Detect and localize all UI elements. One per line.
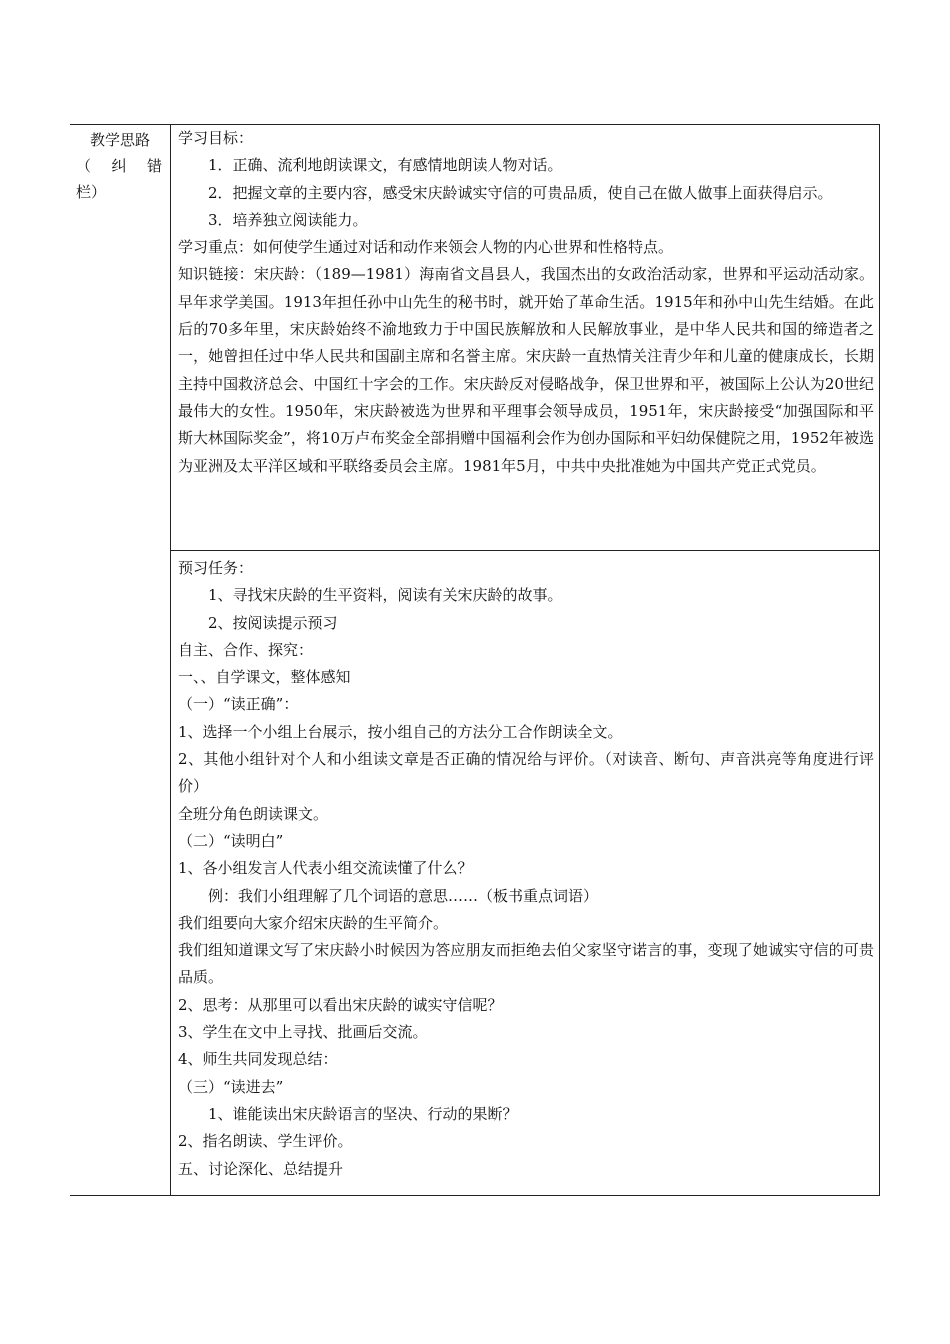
preview-1: 1、寻找宋庆龄的生平资料，阅读有关宋庆龄的故事。 <box>208 586 563 605</box>
sub-2-item-5: 3、学生在文中上寻找、批画后交流。 <box>178 1023 428 1042</box>
sub-3-item-2: 2、指名朗读、学生评价。 <box>178 1132 353 1151</box>
sub-1-heading: （一）“读正确”： <box>178 695 299 714</box>
sub-1-item-2: 2、其他小组针对个人和小组读文章是否正确的情况给与评价。（对读音、断句、声音洪亮等角度进行评价） <box>178 750 874 796</box>
row-header-line1: 教学思路 <box>90 131 151 149</box>
sub-2-item-1: 1、各小组发言人代表小组交流读懂了什么？ <box>178 859 473 878</box>
explore-heading: 自主、合作、探究： <box>178 640 314 659</box>
preview-title: 预习任务： <box>178 559 254 577</box>
objectives-cell <box>178 125 874 480</box>
process-cell <box>178 555 874 1183</box>
sub-1-item-3: 全班分角色朗读课文。 <box>178 804 329 823</box>
row-header-line2: （ 纠 错 <box>76 157 162 175</box>
knowledge-text: 知识链接：宋庆龄：（189—1981）海南省文昌县人，我国杰出的女政治活动家，世界和平运动活动家。早年求学美国。1913年担任孙中山先生的秘书时，就开始了革命生活。1915年和孙中山先生结婚。在此后的70多年里，宋庆龄始终不渝地致力于中国民族解放和人民解放事业，是中华人民共和国的缔造者之一，她曾担任过中华人民共和国副主席和名誉主席。宋庆龄一直热情关注青少年和儿童的健康成长，长期主持中国救济总会、中国红十字会的工作。宋庆龄反对侵略战争，保卫世界和平，被国际上公认为20世纪最伟大的女性。1950年，宋庆龄被选为世界和平理事会领导成员，1951年，宋庆龄接受“加强国际和平斯大林国际奖金”，将10万卢布奖金全部捐赠中国福利会作为创办国际和平妇幼保健院之用，1952年被选为亚洲及太平洋区域和平联络委员会主席。1981年5月，中共中央批准她为中国共产党正式党员。 <box>178 265 874 475</box>
row-header <box>76 127 166 205</box>
preview-2: 2、按阅读提示预习 <box>208 613 338 632</box>
sub-3-heading: （三）“读进去” <box>178 1077 284 1096</box>
row-header-line3: 栏） <box>76 183 107 201</box>
sub-2-example: 例：我们小组理解了几个词语的意思……（板书重点词语） <box>208 886 599 905</box>
sub-2-heading: （二）“读明白” <box>178 831 284 850</box>
sub-2-item-3: 我们组知道课文写了宋庆龄小时候因为答应朋友而拒绝去伯父家坚守诺言的事，变现了她诚实守信的可贵品质。 <box>178 941 874 987</box>
part-5-heading: 五、讨论深化、总结提升 <box>178 1159 344 1178</box>
sub-1-item-1: 1、选择一个小组上台展示，按小组自己的方法分工合作朗读全文。 <box>178 722 623 741</box>
lesson-table <box>70 124 880 1196</box>
sub-2-item-6: 4、师生共同发现总结： <box>178 1050 338 1069</box>
goal-1: 1．正确、流利地朗读课文，有感情地朗读人物对话。 <box>208 156 563 175</box>
goal-title: 学习目标： <box>178 129 254 147</box>
sub-3-item-1: 1、谁能读出宋庆龄语言的坚决、行动的果断？ <box>208 1104 518 1123</box>
column-divider <box>170 125 171 1195</box>
row-divider <box>170 550 879 551</box>
focus-text: 学习重点：如何使学生通过对话和动作来领会人物的内心世界和性格特点。 <box>178 238 674 257</box>
part-1-heading: 一、、自学课文，整体感知 <box>178 668 351 687</box>
sub-2-item-2: 我们组要向大家介绍宋庆龄的生平简介。 <box>178 913 449 932</box>
goal-3: 3．培养独立阅读能力。 <box>208 210 368 229</box>
sub-2-item-4: 2、思考：从那里可以看出宋庆龄的诚实守信呢？ <box>178 995 503 1014</box>
goal-2: 2．把握文章的主要内容，感受宋庆龄诚实守信的可贵品质，使自己在做人做事上面获得启示。 <box>208 183 833 202</box>
